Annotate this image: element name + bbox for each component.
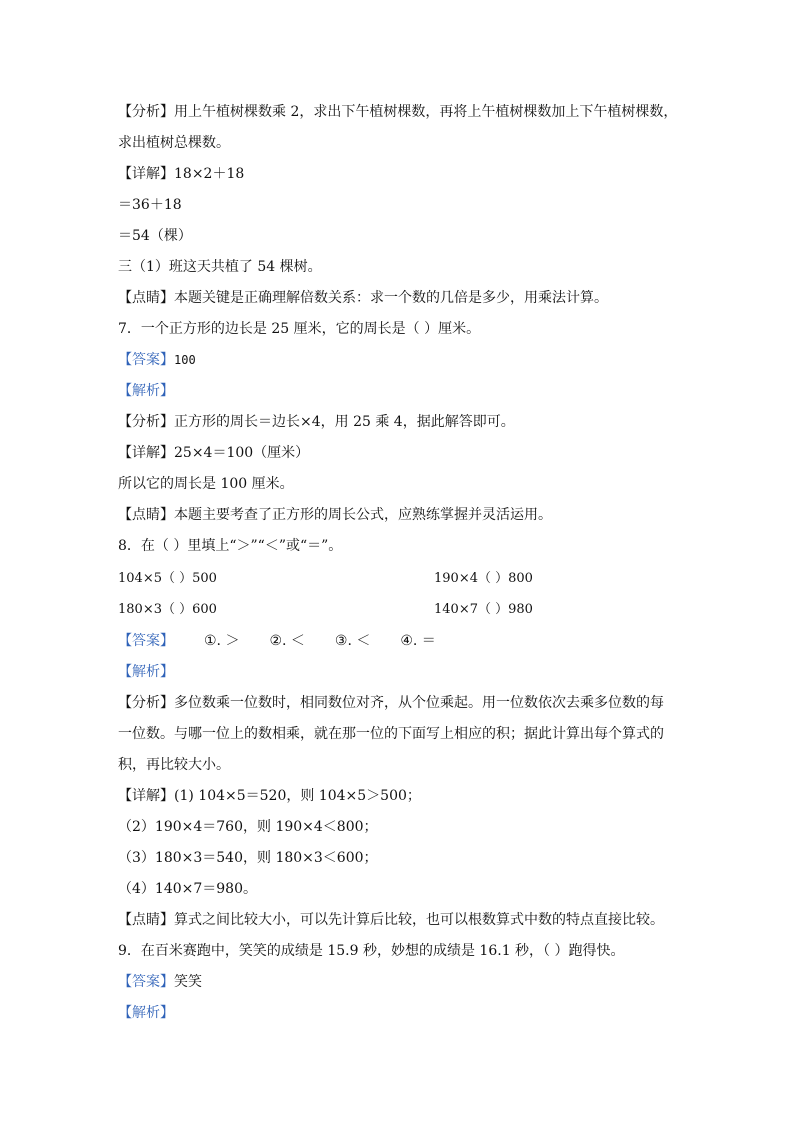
q8-item-1: 104×5（ ）500 <box>118 571 217 586</box>
analysis-line-1: 【分析】用上午植树棵数乘 2，求出下午植树棵数，再将上午植树棵数加上下午植树棵数， <box>118 104 678 120</box>
solution-7: 【详解】25×4＝100（厘米） <box>118 445 310 461</box>
comment-7: 【点睛】本题主要考查了正方形的周长公式，应熟练掌握并灵活运用。 <box>118 507 552 523</box>
q8-item-2: 190×4（ ）800 <box>434 571 533 586</box>
analysis-8-line-3: 积，再比较大小。 <box>118 757 230 773</box>
analysis-8-line-2: 一位数。与哪一位上的数相乘，就在那一位的下面写上相应的积；据此计算出每个算式的 <box>118 726 664 742</box>
answer-tag: 【答案】 <box>118 974 174 990</box>
explanation-tag-9: 【解析】 <box>118 1005 174 1021</box>
answer-tag: 【答案】 <box>118 633 174 649</box>
answer-value: 100 <box>174 353 196 367</box>
conclusion-7: 所以它的周长是 100 厘米。 <box>118 476 294 492</box>
analysis-7: 【分析】正方形的周长＝边长×4，用 25 乘 4，据此解答即可。 <box>118 414 515 430</box>
q8-item-4: 140×7（ ）980 <box>434 602 533 617</box>
answer-item-1: ①. ＞ <box>204 633 240 649</box>
answer-tag: 【答案】 <box>118 352 174 368</box>
explanation-tag-8: 【解析】 <box>118 664 174 680</box>
q8-item-3: 180×3（ ）600 <box>118 602 217 617</box>
answer-item-2: ②. ＜ <box>269 633 305 649</box>
solution-8-line-3: （3）180×3＝540，则 180×3＜600； <box>118 850 378 866</box>
answer-9 <box>118 973 694 991</box>
question-7: 7．一个正方形的边长是 25 厘米，它的周长是（ ）厘米。 <box>118 321 481 337</box>
answer-value: 笑笑 <box>174 974 202 990</box>
answer-8 <box>118 632 694 650</box>
analysis-8-line-1: 【分析】多位数乘一位数时，相同数位对齐，从个位乘起。用一位数依次去乘多位数的每 <box>118 695 664 711</box>
question-8: 8．在（ ）里填上“＞”“＜”或“＝”。 <box>118 538 343 554</box>
conclusion-line: 三（1）班这天共植了 54 棵树。 <box>118 259 322 275</box>
solution-line-2: ＝36＋18 <box>118 197 182 213</box>
solution-line-3: ＝54（棵） <box>118 228 192 244</box>
answer-item-3: ③. ＜ <box>334 633 371 649</box>
analysis-line-2: 求出植树总棵数。 <box>118 135 230 151</box>
question-9: 9．在百米赛跑中，笑笑的成绩是 15.9 秒，妙想的成绩是 16.1 秒，（ ）跑得快。 <box>118 943 625 959</box>
comment-8: 【点睛】算式之间比较大小，可以先计算后比较，也可以根数算式中数的特点直接比较。 <box>118 912 664 928</box>
solution-8-line-2: （2）190×4＝760，则 190×4＜800； <box>118 819 378 835</box>
explanation-tag-7: 【解析】 <box>118 383 174 399</box>
solution-line-1: 【详解】18×2＋18 <box>118 166 245 182</box>
solution-8-line-1: 【详解】(1) 104×5＝520，则 104×5＞500； <box>118 788 421 804</box>
comment-line: 【点睛】本题关键是正确理解倍数关系：求一个数的几倍是多少，用乘法计算。 <box>118 290 608 306</box>
answer-item-4: ④. ＝ <box>400 633 436 649</box>
answer-7 <box>118 351 694 369</box>
solution-8-line-4: （4）140×7＝980。 <box>118 881 257 897</box>
